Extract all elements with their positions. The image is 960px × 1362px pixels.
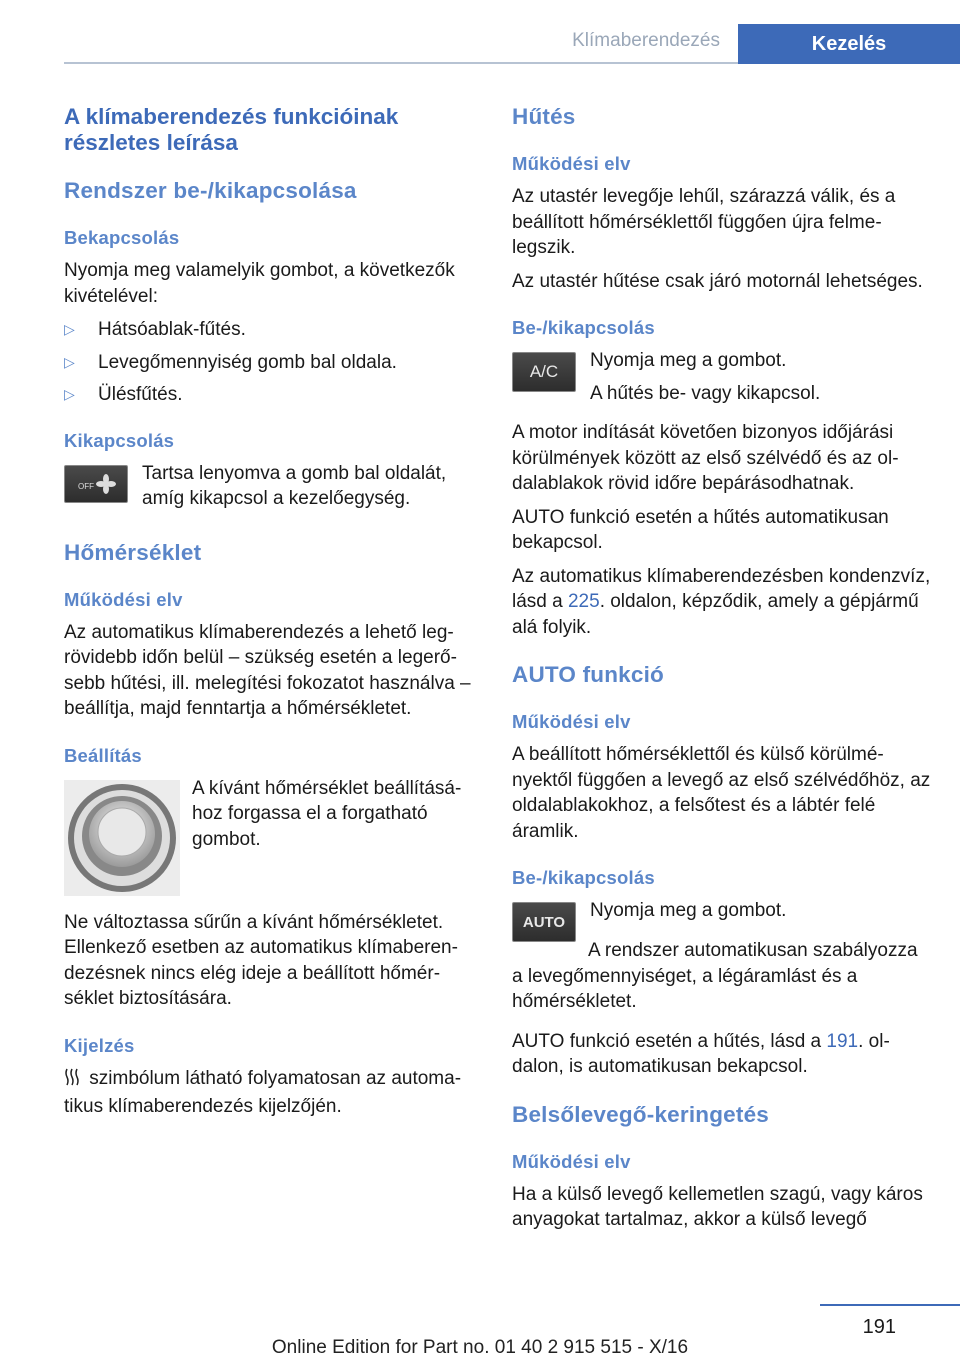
right-column: [512, 104, 932, 1233]
ac-row: [512, 348, 932, 406]
switch-on-text: Nyomja meg valamelyik gombot, a következők kivételével:: [64, 260, 455, 307]
heading-auto-principle: Működési elv: [512, 711, 631, 732]
left-column: [64, 104, 480, 1120]
fan-off-icon: [68, 470, 124, 498]
triangle-bullet-icon: ▷: [64, 353, 75, 370]
triangle-bullet-icon: ▷: [64, 321, 75, 337]
switch-off-text: Tartsa lenyomva a gomb bal oldalát, amíg kikapcsol a kezelőegység.: [142, 462, 447, 509]
heading-cool-onoff: Be-/kikapcsolás: [512, 317, 655, 338]
setting-note-text: Ne változtassa sűrűn a kívánt hőmérsékletet. Ellenkező esetben az automatikus klímaberendezésnek nincs elég ideje a beállított hőmérséklet biztosítására.: [64, 911, 458, 1009]
setting-text: A kívánt hőmérséklet beállításához forgassa el a forgatható gombot.: [192, 777, 462, 850]
heading-temp-principle: Működési elv: [64, 588, 183, 610]
recirc-text: Ha a külső levegő kellemetlen szagú, vagy káros anyagokat tartalmaz, akkor a külső levegő: [512, 1183, 923, 1230]
auto-text-1: A beállított hőmérséklettől és külső körülményektől függően a levegő az első szélvédőhöz, az oldalablakokhoz, a felsőtest és a lábtér felé áramlik.: [512, 744, 931, 842]
heading-temperature: Hőmérséklet: [64, 539, 202, 565]
exception-list: [64, 317, 480, 408]
heading-display: Kijelzés: [64, 1034, 135, 1056]
cool-text-5: Az automatikus klímaberendezésben kondenzvíz, lásd a 225. oldalon, képződik, amely a gépjármű alá folyik.: [512, 565, 931, 638]
page-link-191[interactable]: 191: [826, 1030, 859, 1052]
cool-text-4: AUTO funkció esetén a hűtés automatikusan bekapcsol.: [512, 506, 889, 553]
heat-waves-icon: [64, 1067, 84, 1095]
display-text: szimbólum látható folyamatosan az automatikus klímaberendezés kijelzőjén.: [64, 1067, 462, 1117]
edition-note: Online Edition for Part no. 01 40 2 915 515 - X/16: [271, 1337, 689, 1358]
setting-row: [64, 776, 480, 896]
page-link-225[interactable]: 225: [567, 591, 600, 612]
page-number: 191: [862, 1316, 896, 1338]
section-heading: A klímaberendezés funkcióinak részletes leírása: [64, 104, 399, 155]
auto-text-4: AUTO funkció esetén a hűtés, lásd a 191. oldalon, is automatikusan bekapcsol.: [512, 1030, 890, 1077]
auto-row: [512, 898, 932, 942]
cool-text-1: Az utastér levegője lehűl, szárazzá válik, és a beállított hőmérséklettől függően újra felmelegszik.: [512, 186, 896, 258]
list-item: ▷ Levegőmennyiség gomb bal oldala.: [64, 350, 480, 376]
heading-recirc-principle: Működési elv: [512, 1150, 631, 1172]
heading-recirculation: Belsőlevegő-keringetés: [512, 1101, 769, 1127]
auto-result-text: A rendszer automatikusan szabályozza a levegőmennyiséget, a légáramlást és a hőmérsékletet.: [512, 940, 918, 1012]
header-section-title[interactable]: Klímaberendezés: [572, 30, 720, 51]
header-tab-kezeles[interactable]: Kezelés: [738, 24, 960, 64]
heading-cooling: Hűtés: [512, 104, 576, 129]
ac-button-image: A/C: [512, 352, 576, 392]
heading-setting: Beállítás: [64, 744, 142, 766]
heading-switch-on: Bekapcsolás: [64, 227, 180, 248]
ac-result-text: A hűtés be- vagy kikapcsol.: [590, 382, 821, 404]
ac-press-text: Nyomja meg a gombot.: [590, 350, 787, 371]
cool-text-3: A motor indítását követően bizonyos időjárási körülmények között az első szélvédő és az oldalablakok rövid időre bepárásodhatnak.: [512, 422, 899, 494]
heading-system-onoff: Rendszer be-/kikapcsolása: [64, 178, 357, 203]
svg-text:OFF: OFF: [78, 481, 94, 491]
off-fan-button-image: [64, 465, 128, 503]
rotary-knob-image: [64, 780, 180, 896]
list-item: ▷ Ülésfűtés.: [64, 382, 480, 408]
heading-auto-onoff: Be-/kikapcsolás: [512, 867, 655, 888]
footer-rule: [820, 1304, 960, 1306]
auto-button-image: AUTO: [512, 902, 576, 942]
heading-switch-off: Kikapcsolás: [64, 429, 175, 451]
heading-auto: AUTO funkció: [512, 662, 664, 687]
cool-text-2: Az utastér hűtése csak járó motornál lehetséges.: [512, 270, 923, 292]
triangle-bullet-icon: ▷: [64, 386, 75, 402]
temp-principle-text: Az automatikus klímaberendezés a lehető legrövidebb időn belül – szükség esetén a legerősebb hűtési, ill. melegítési fokozatot használva – beállítja, majd fenntartja a hőmérsékletet.: [64, 621, 471, 719]
list-item: ▷ Hátsóablak-fűtés.: [64, 317, 480, 343]
switch-off-row: [64, 461, 480, 512]
rotary-knob-icon: [64, 780, 180, 896]
auto-press-text: Nyomja meg a gombot.: [590, 900, 787, 921]
heading-cool-principle: Működési elv: [512, 153, 631, 174]
